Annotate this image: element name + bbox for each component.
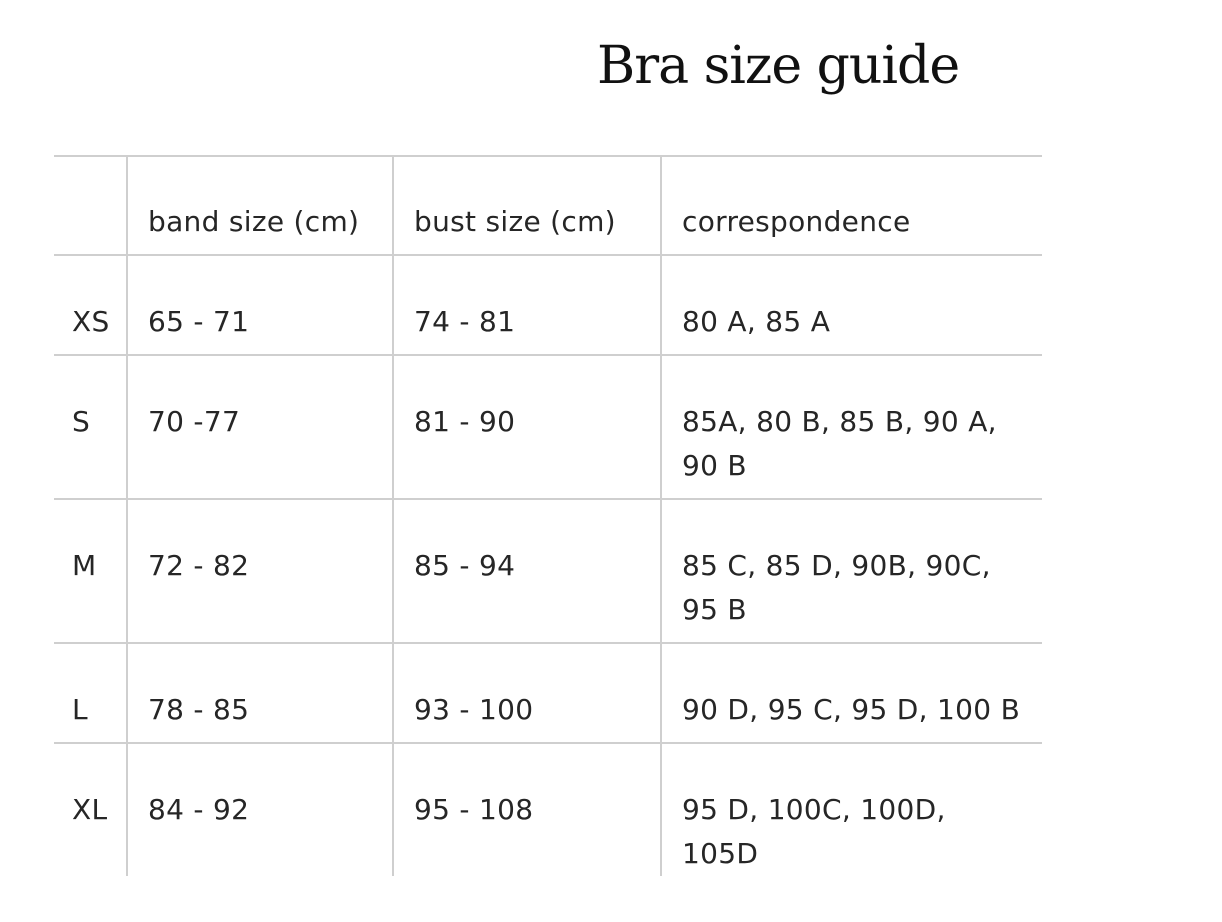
table-header-row [54, 156, 1042, 255]
bust-size-cell: 95 - 108 [393, 743, 661, 876]
size-label: XS [54, 255, 127, 355]
table-row [54, 255, 1042, 355]
correspondence-cell: 85A, 80 B, 85 B, 90 A, 90 B [661, 355, 1042, 499]
table-row [54, 643, 1042, 743]
size-label: L [54, 643, 127, 743]
page-title: Bra size guide [597, 36, 960, 96]
table-row [54, 743, 1042, 876]
size-guide-table [54, 155, 1042, 876]
size-label: M [54, 499, 127, 643]
band-size-cell: 84 - 92 [127, 743, 393, 876]
size-label: S [54, 355, 127, 499]
correspondence-cell: 80 A, 85 A [661, 255, 1042, 355]
table-row [54, 499, 1042, 643]
correspondence-cell: 85 C, 85 D, 90B, 90C, 95 B [661, 499, 1042, 643]
band-size-cell: 78 - 85 [127, 643, 393, 743]
correspondence-cell: 95 D, 100C, 100D, 105D [661, 743, 1042, 876]
size-label: XL [54, 743, 127, 876]
table-row [54, 355, 1042, 499]
header-size [54, 156, 127, 255]
bust-size-cell: 74 - 81 [393, 255, 661, 355]
bust-size-cell: 93 - 100 [393, 643, 661, 743]
bust-size-cell: 85 - 94 [393, 499, 661, 643]
correspondence-cell: 90 D, 95 C, 95 D, 100 B [661, 643, 1042, 743]
band-size-cell: 65 - 71 [127, 255, 393, 355]
bust-size-cell: 81 - 90 [393, 355, 661, 499]
band-size-cell: 70 -77 [127, 355, 393, 499]
header-bust-size: bust size (cm) [393, 156, 661, 255]
header-correspondence: correspondence [661, 156, 1042, 255]
band-size-cell: 72 - 82 [127, 499, 393, 643]
header-band-size: band size (cm) [127, 156, 393, 255]
